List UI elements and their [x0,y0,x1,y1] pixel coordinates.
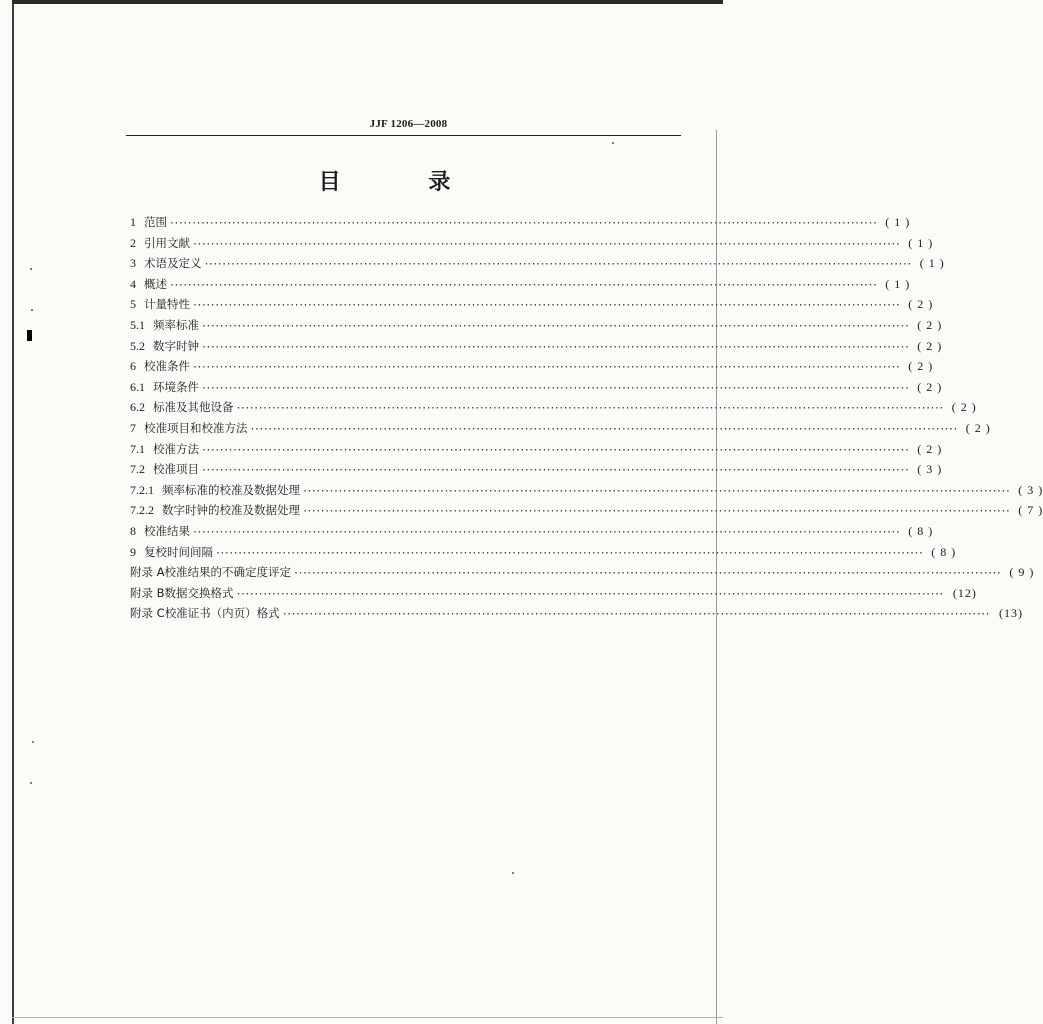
toc-dot-leader: ································································································································································ [201,382,909,394]
toc-entry-title: 频率标准 [153,317,199,332]
toc-page-number: ( 9 ) [1009,565,1035,580]
toc-entry-title: 数字时钟的校准及数据处理 [162,503,300,518]
toc-page-number: ( 2 ) [908,297,934,312]
toc-page-number: ( 3 ) [1018,482,1043,497]
toc-entry-number: 9 [130,544,136,559]
toc-entry [130,274,911,295]
toc-entry-title: 数字时钟 [153,338,199,353]
toc-entry-number: 2 [130,235,136,250]
toc-entry [130,336,943,357]
scan-speck [512,872,514,874]
scan-speck [31,309,33,311]
scan-margin-mark [27,330,32,341]
toc-entry [130,212,911,233]
scan-top-border [12,0,723,4]
toc-entry-title: 概述 [144,276,167,291]
toc-dot-leader: ································································································································································ [302,485,1010,497]
scan-speck [612,142,614,144]
scan-speck [30,268,32,270]
toc-entry [130,356,934,377]
table-of-contents [130,212,1043,624]
toc-entry-number: 7.2.1 [130,482,154,497]
toc-entry-title: 环境条件 [153,379,199,394]
toc-entry-number: 7 [130,420,136,435]
toc-entry-title: 复校时间间隔 [144,544,213,559]
toc-page-number: ( 8 ) [931,544,957,559]
toc-dot-leader: ································································································································································ [235,588,943,600]
header-rule [126,135,681,136]
toc-entry-number: 7.2 [130,462,145,477]
toc-entry-title: 校准项目 [153,462,199,477]
toc-entry [130,397,977,418]
toc-page-number: ( 8 ) [908,523,934,538]
toc-page-number: ( 2 ) [908,359,934,374]
toc-dot-leader: ································································································································································ [192,238,900,250]
toc-entry-title: 校准结果的不确定度评定 [164,565,292,580]
page-title: 目 录 [318,170,491,195]
toc-entry-number: 6.2 [130,400,145,415]
toc-entry [130,233,934,254]
toc-entry-number: 5 [130,297,136,312]
toc-entry [130,315,943,336]
toc-page-number: ( 1 ) [885,215,911,229]
toc-page-number: ( 1 ) [919,256,945,271]
toc-entry-number: 5.1 [130,317,145,332]
standard-code: JJF 1206—2008 [369,118,448,130]
toc-page-number: ( 2 ) [917,379,943,394]
toc-entry-title: 校准证书（内页）格式 [164,606,280,621]
toc-entry [130,294,934,315]
toc-entry-number: 8 [130,523,136,538]
toc-page-number: ( 2 ) [917,441,943,456]
toc-entry [130,459,943,480]
toc-dot-leader: ································································································································································ [201,465,909,477]
scan-speck [32,741,34,743]
toc-dot-leader: ································································································································································ [201,320,909,332]
toc-page-number: ( 2 ) [917,317,943,332]
toc-entry-title: 校准结果 [144,523,190,538]
toc-entry-title: 校准项目和校准方法 [144,420,248,435]
toc-dot-leader: ································································································································································ [235,403,943,415]
toc-page-number: ( 2 ) [965,420,991,435]
toc-entry [130,480,1043,501]
toc-page-number: (12) [952,585,977,600]
toc-entry-number: 附录 B [130,585,165,600]
toc-entry [130,377,943,398]
scan-bottom-edge [12,1017,723,1018]
toc-entry-title: 校准条件 [144,359,190,374]
toc-page-number: ( 1 ) [908,235,934,250]
toc-entry-number: 6.1 [130,379,145,394]
toc-dot-leader: ································································································································································ [249,423,957,435]
toc-entry [130,253,945,274]
toc-entry [130,583,977,604]
toc-dot-leader: ································································································································································ [169,218,877,229]
toc-entry-title: 校准方法 [153,441,199,456]
toc-entry [130,418,991,439]
toc-page-number: ( 3 ) [917,462,943,477]
toc-entry-number: 7.1 [130,441,145,456]
toc-entry-number: 4 [130,276,136,291]
toc-dot-leader: ································································································································································ [293,568,1001,580]
toc-entry-number: 附录 A [130,565,165,580]
toc-dot-leader: ································································································································································ [201,444,909,456]
toc-page-number: ( 1 ) [885,276,911,291]
toc-entry [130,500,1043,521]
toc-entry-number: 5.2 [130,338,145,353]
toc-dot-leader: ································································································································································ [169,279,877,291]
toc-dot-leader: ································································································································································ [215,547,923,559]
toc-dot-leader: ································································································································································ [203,259,911,271]
toc-entry-title: 频率标准的校准及数据处理 [162,482,300,497]
toc-entry [130,603,1023,624]
toc-dot-leader: ································································································································································ [281,609,989,621]
toc-page-number: (13) [998,606,1023,621]
toc-entry-title: 计量特性 [144,297,190,312]
toc-page-number: ( 2 ) [951,400,977,415]
toc-entry-title: 范围 [144,215,167,229]
toc-entry [130,562,1035,583]
toc-page-number: ( 2 ) [917,338,943,353]
toc-entry [130,439,943,460]
toc-dot-leader: ································································································································································ [192,526,900,538]
toc-entry-number: 6 [130,359,136,374]
toc-entry-number: 1 [130,215,136,229]
toc-dot-leader: ································································································································································ [192,300,900,312]
toc-entry-title: 标准及其他设备 [153,400,234,415]
toc-entry-title: 引用文献 [144,235,190,250]
toc-entry [130,542,957,563]
scan-left-border [12,0,14,1024]
toc-entry-number: 附录 C [130,606,165,621]
toc-entry [130,521,934,542]
toc-entry-title: 数据交换格式 [164,585,234,600]
toc-page-number: ( 7 ) [1018,503,1043,518]
toc-dot-leader: ································································································································································ [201,341,909,353]
toc-dot-leader: ································································································································································ [192,362,900,374]
scan-speck [30,782,32,784]
toc-entry-number: 3 [130,256,136,271]
toc-entry-number: 7.2.2 [130,503,154,518]
toc-entry-title: 术语及定义 [144,256,202,271]
toc-dot-leader: ································································································································································ [302,506,1010,518]
